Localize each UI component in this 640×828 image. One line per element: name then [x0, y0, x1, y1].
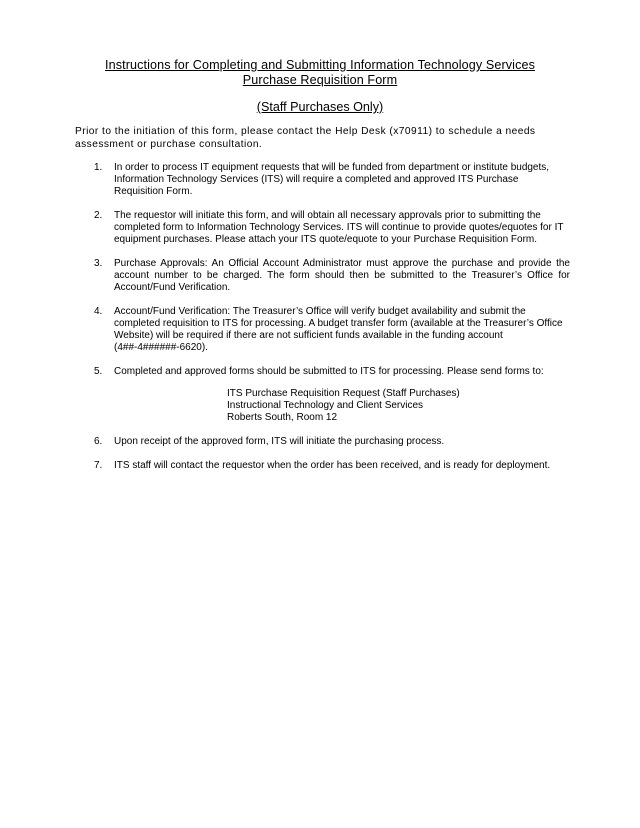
step-number: 4. [94, 306, 103, 317]
step-number: 3. [94, 258, 103, 269]
intro-paragraph: Prior to the initiation of this form, please contact the Help Desk (x70911) to schedule a needs assessment or purchase consultation. [75, 126, 536, 150]
document-subtitle: (Staff Purchases Only) [256, 100, 384, 114]
step-text: ITS staff will contact the requestor when the order has been received, and is ready for deployment. [114, 460, 551, 471]
step-item [75, 460, 570, 472]
instruction-steps [75, 162, 570, 484]
title-line-2: Purchase Requisition Form [242, 73, 398, 87]
step-text: In order to process IT equipment requests that will be funded from department or institute budgets, Information Technology Services (ITS) will require a completed and approved ITS Purchase Requisition Form. [114, 162, 550, 197]
step-number: 5. [94, 366, 103, 377]
document-title [60, 58, 580, 88]
step-number: 1. [94, 162, 103, 173]
step-number: 2. [94, 210, 103, 221]
step-item [75, 436, 570, 448]
title-line-1: Instructions for Completing and Submitting Information Technology Services [105, 58, 535, 72]
mailing-address [114, 388, 570, 424]
step-text: Purchase Approvals: An Official Account Administrator must approve the purchase and provide the account number to be charged. The form should then be submitted to the Treasurer’s Office for Account/Fund Verification. [114, 258, 570, 293]
address-line-3: Roberts South, Room 12 [227, 412, 338, 423]
step-item [75, 366, 570, 424]
step-number: 6. [94, 436, 103, 447]
step-text: Account/Fund Verification: The Treasurer’s Office will verify budget availability and submit the completed requisition to ITS for processing. A budget transfer form (available at the Treasurer’s Office Website) will be required if there are not sufficient funds available in the funding account (4##-4######-6620). [114, 306, 563, 353]
step-item [75, 210, 570, 246]
step-text: Completed and approved forms should be submitted to ITS for processing. Please send forms to: [114, 366, 544, 377]
step-text: The requestor will initiate this form, and will obtain all necessary approvals prior to submitting the completed form to Information Technology Services. ITS will continue to provide quotes/equotes for IT equipment purchases. Please attach your ITS quote/equote to your Purchase Requisition Form. [114, 210, 564, 245]
step-number: 7. [94, 460, 103, 471]
step-item [75, 162, 570, 198]
step-item [75, 306, 570, 354]
step-item [75, 258, 570, 294]
address-line-1: ITS Purchase Requisition Request (Staff Purchases) [227, 388, 460, 399]
address-line-2: Instructional Technology and Client Services [227, 400, 424, 411]
step-text: Upon receipt of the approved form, ITS will initiate the purchasing process. [114, 436, 445, 447]
